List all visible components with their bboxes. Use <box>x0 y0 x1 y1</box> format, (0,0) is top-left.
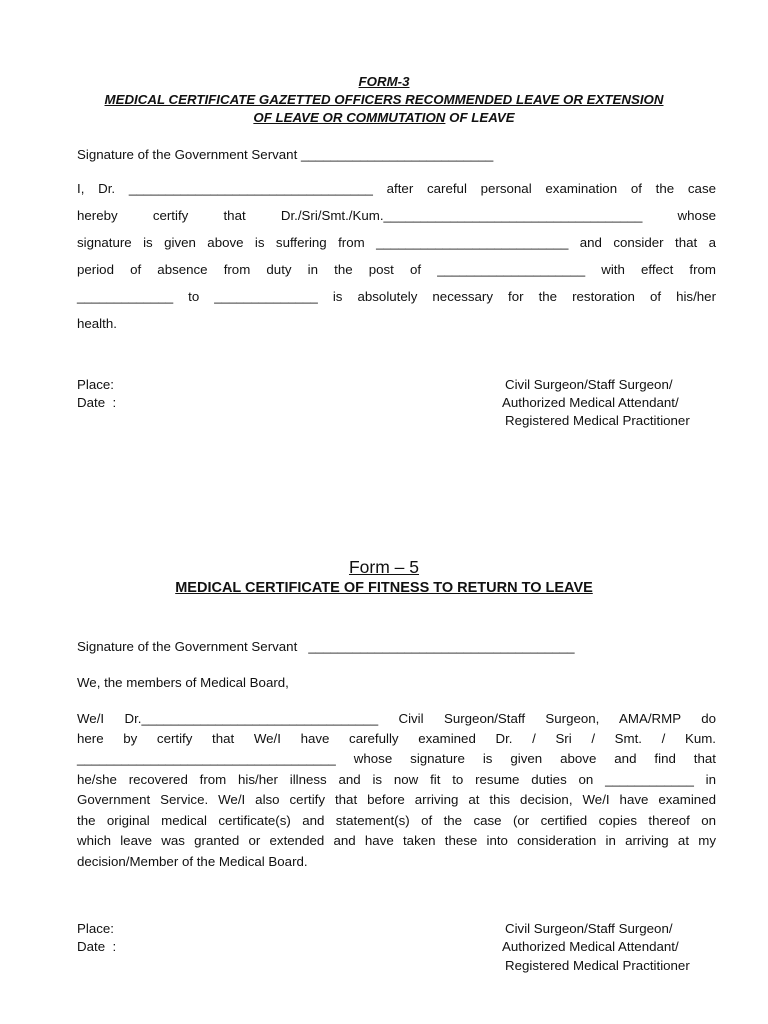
form3-body-line: _____________ to ______________ is absolutely necessary for the restoration of his/her <box>77 289 716 304</box>
form5-body-line: which leave was granted or extended and have taken these into consideration in arriving at my <box>77 833 716 848</box>
form3-title-line1 <box>0 92 768 107</box>
form3-title-rest: OF LEAVE <box>445 110 515 125</box>
form3-signature-line: Signature of the Government Servant __________________________ <box>77 147 494 162</box>
form5-signatory-line: Registered Medical Practitioner <box>505 958 690 973</box>
form5-place-label: Place: <box>77 921 114 936</box>
form3-place-label: Place: <box>77 377 114 392</box>
form3-signatory-line: Authorized Medical Attendant/ <box>502 395 679 410</box>
form3-title-underlined: OF LEAVE OR COMMUTATION <box>253 110 446 125</box>
form3-title-line1-text: MEDICAL CERTIFICATE GAZETTED OFFICERS RECOMMENDED LEAVE OR EXTENSION <box>104 92 664 107</box>
form3-signatory-line: Civil Surgeon/Staff Surgeon/ <box>505 377 673 392</box>
form3-signatory-line: Registered Medical Practitioner <box>505 413 690 428</box>
form5-body-line: he/she recovered from his/her illness and is now fit to resume duties on ____________ in <box>77 772 716 787</box>
form5-body-line: ___________________________________ whose signature is given above and find that <box>77 751 716 766</box>
form3-heading: FORM-3 <box>358 74 410 89</box>
form5-body-line: here by certify that We/I have carefully examined Dr. / Sri / Smt. / Kum. <box>77 731 716 746</box>
form5-body-line: Government Service. We/I also certify that before arriving at this decision, We/I have examined <box>77 792 716 807</box>
form3-body-line: I, Dr. _________________________________ after careful personal examination of the case <box>77 181 716 196</box>
form5-members-line: We, the members of Medical Board, <box>77 675 289 690</box>
form5-body-line: We/I Dr.________________________________ Civil Surgeon/Staff Surgeon, AMA/RMP do <box>77 711 716 726</box>
form3-body-line: signature is given above is suffering from __________________________ and consider that a <box>77 235 716 250</box>
form3-date-label: Date : <box>77 395 117 410</box>
form5-heading: Form – 5 <box>348 557 420 577</box>
form3-body-line: period of absence from duty in the post of ____________________ with effect from <box>77 262 716 277</box>
form3-body-line: hereby certify that Dr./Sri/Smt./Kum.___________________________________ whose <box>77 208 716 223</box>
form5-body-line: the original medical certificate(s) and statement(s) of the case (or certified copies thereof on <box>77 813 716 828</box>
form5-signatory-line: Authorized Medical Attendant/ <box>502 939 679 954</box>
form5-date-label: Date : <box>77 939 117 954</box>
form5-body-last-line: decision/Member of the Medical Board. <box>77 854 308 869</box>
form3-body-last-line: health. <box>77 316 117 331</box>
form5-signature-line: Signature of the Government Servant ____________________________________ <box>77 639 575 654</box>
form5-signatory-line: Civil Surgeon/Staff Surgeon/ <box>505 921 673 936</box>
form3-title-line2 <box>0 110 768 125</box>
form5-title: MEDICAL CERTIFICATE OF FITNESS TO RETURN TO LEAVE <box>175 580 593 596</box>
